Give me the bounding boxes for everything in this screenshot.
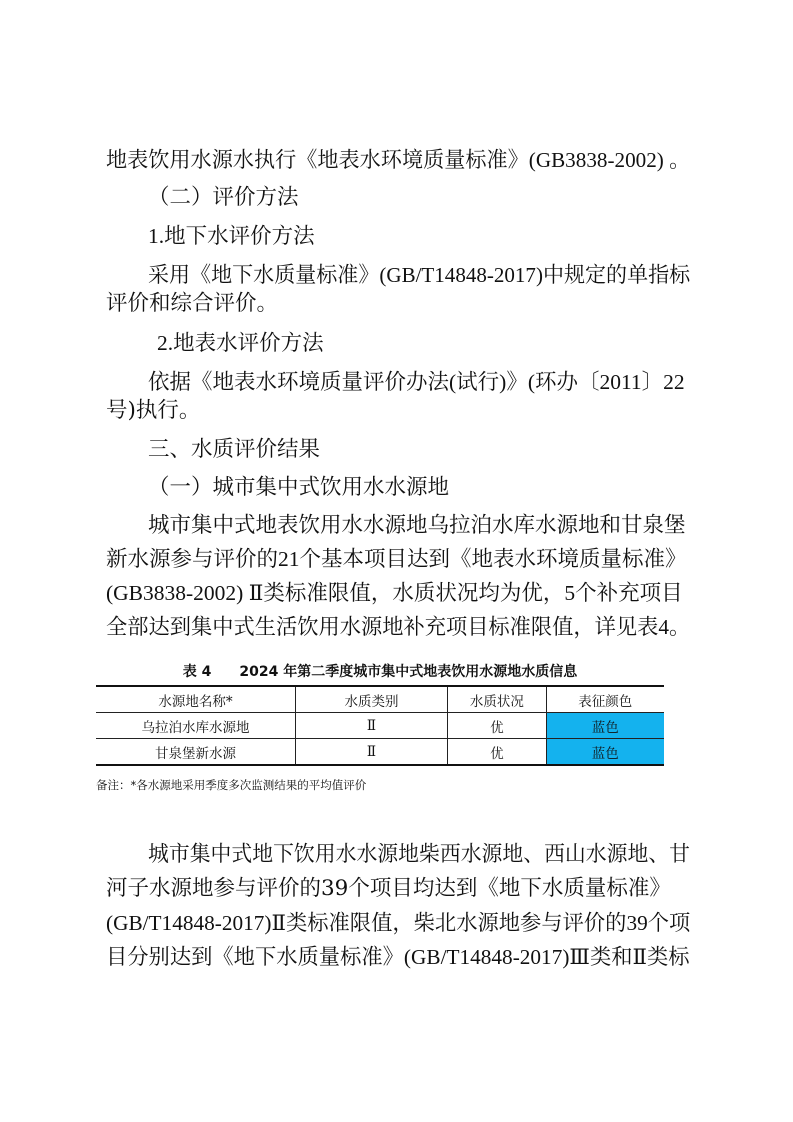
paragraph-line: 地表饮用水源水执行《地表水环境质量标准》(GB3838-2002) 。 xyxy=(106,148,691,172)
cell-quality-class: Ⅱ xyxy=(295,713,447,739)
header-quality-status: 水质状况 xyxy=(448,686,547,713)
paragraph-line: 城市集中式地表饮用水水源地乌拉泊水库水源地和甘泉堡 xyxy=(148,513,686,538)
header-source-name: 水源地名称* xyxy=(96,686,295,713)
table-row xyxy=(96,739,664,766)
cell-indicator-color: 蓝色 xyxy=(546,739,664,766)
cell-quality-class: Ⅱ xyxy=(295,739,447,766)
paragraph-line: 采用《地下水质量标准》(GB/T14848-2017)中规定的单指标 xyxy=(148,263,691,287)
header-quality-class: 水质类别 xyxy=(295,686,447,713)
paragraph-line: 全部达到集中式生活饮用水源地补充项目标准限值，详见表4。 xyxy=(106,615,691,639)
cell-source-name: 乌拉泊水库水源地 xyxy=(96,713,295,739)
section-heading: （二）评价方法 xyxy=(148,185,299,210)
table-note: 备注：*各水源地采用季度多次监测结果的平均值评价 xyxy=(96,778,367,792)
paragraph-line: 依据《地表水环境质量评价办法(试行)》(环办〔2011〕22 xyxy=(148,370,685,394)
cell-quality-status: 优 xyxy=(448,739,547,766)
section-heading: （一）城市集中式饮用水水源地 xyxy=(148,475,450,500)
header-indicator-color: 表征颜色 xyxy=(546,686,664,713)
paragraph-line: (GB3838-2002) Ⅱ类标准限值，水质状况均为优，5个补充项目 xyxy=(106,581,683,605)
cell-quality-status: 优 xyxy=(448,713,547,739)
chapter-heading: 三、水质评价结果 xyxy=(148,437,321,462)
water-quality-table xyxy=(96,685,664,766)
paragraph-line: 城市集中式地下饮用水水源地柴西水源地、西山水源地、甘 xyxy=(148,842,691,867)
table-caption: 表 4 2024 年第二季度城市集中式地表饮用水源地水质信息 xyxy=(182,664,578,680)
paragraph-line: 目分别达到《地下水质量标准》(GB/T14848-2017)Ⅲ类和Ⅱ类标 xyxy=(106,945,690,969)
paragraph-line: 河子水源地参与评价的39个项目均达到《地下水质量标准》 xyxy=(106,876,671,901)
subsection-heading: 2.地表水评价方法 xyxy=(157,331,324,355)
table-row xyxy=(96,713,664,739)
subsection-heading: 1.地下水评价方法 xyxy=(148,224,315,248)
cell-source-name: 甘泉堡新水源 xyxy=(96,739,295,766)
paragraph-line: 号)执行。 xyxy=(106,398,201,423)
cell-indicator-color: 蓝色 xyxy=(546,713,664,739)
paragraph-line: 新水源参与评价的21个基本项目达到《地表水环境质量标准》 xyxy=(106,547,687,571)
paragraph-line: 评价和综合评价。 xyxy=(106,291,279,316)
table-header-row xyxy=(96,686,664,713)
paragraph-line: (GB/T14848-2017)Ⅱ类标准限值，柴北水源地参与评价的39个项 xyxy=(106,911,691,935)
